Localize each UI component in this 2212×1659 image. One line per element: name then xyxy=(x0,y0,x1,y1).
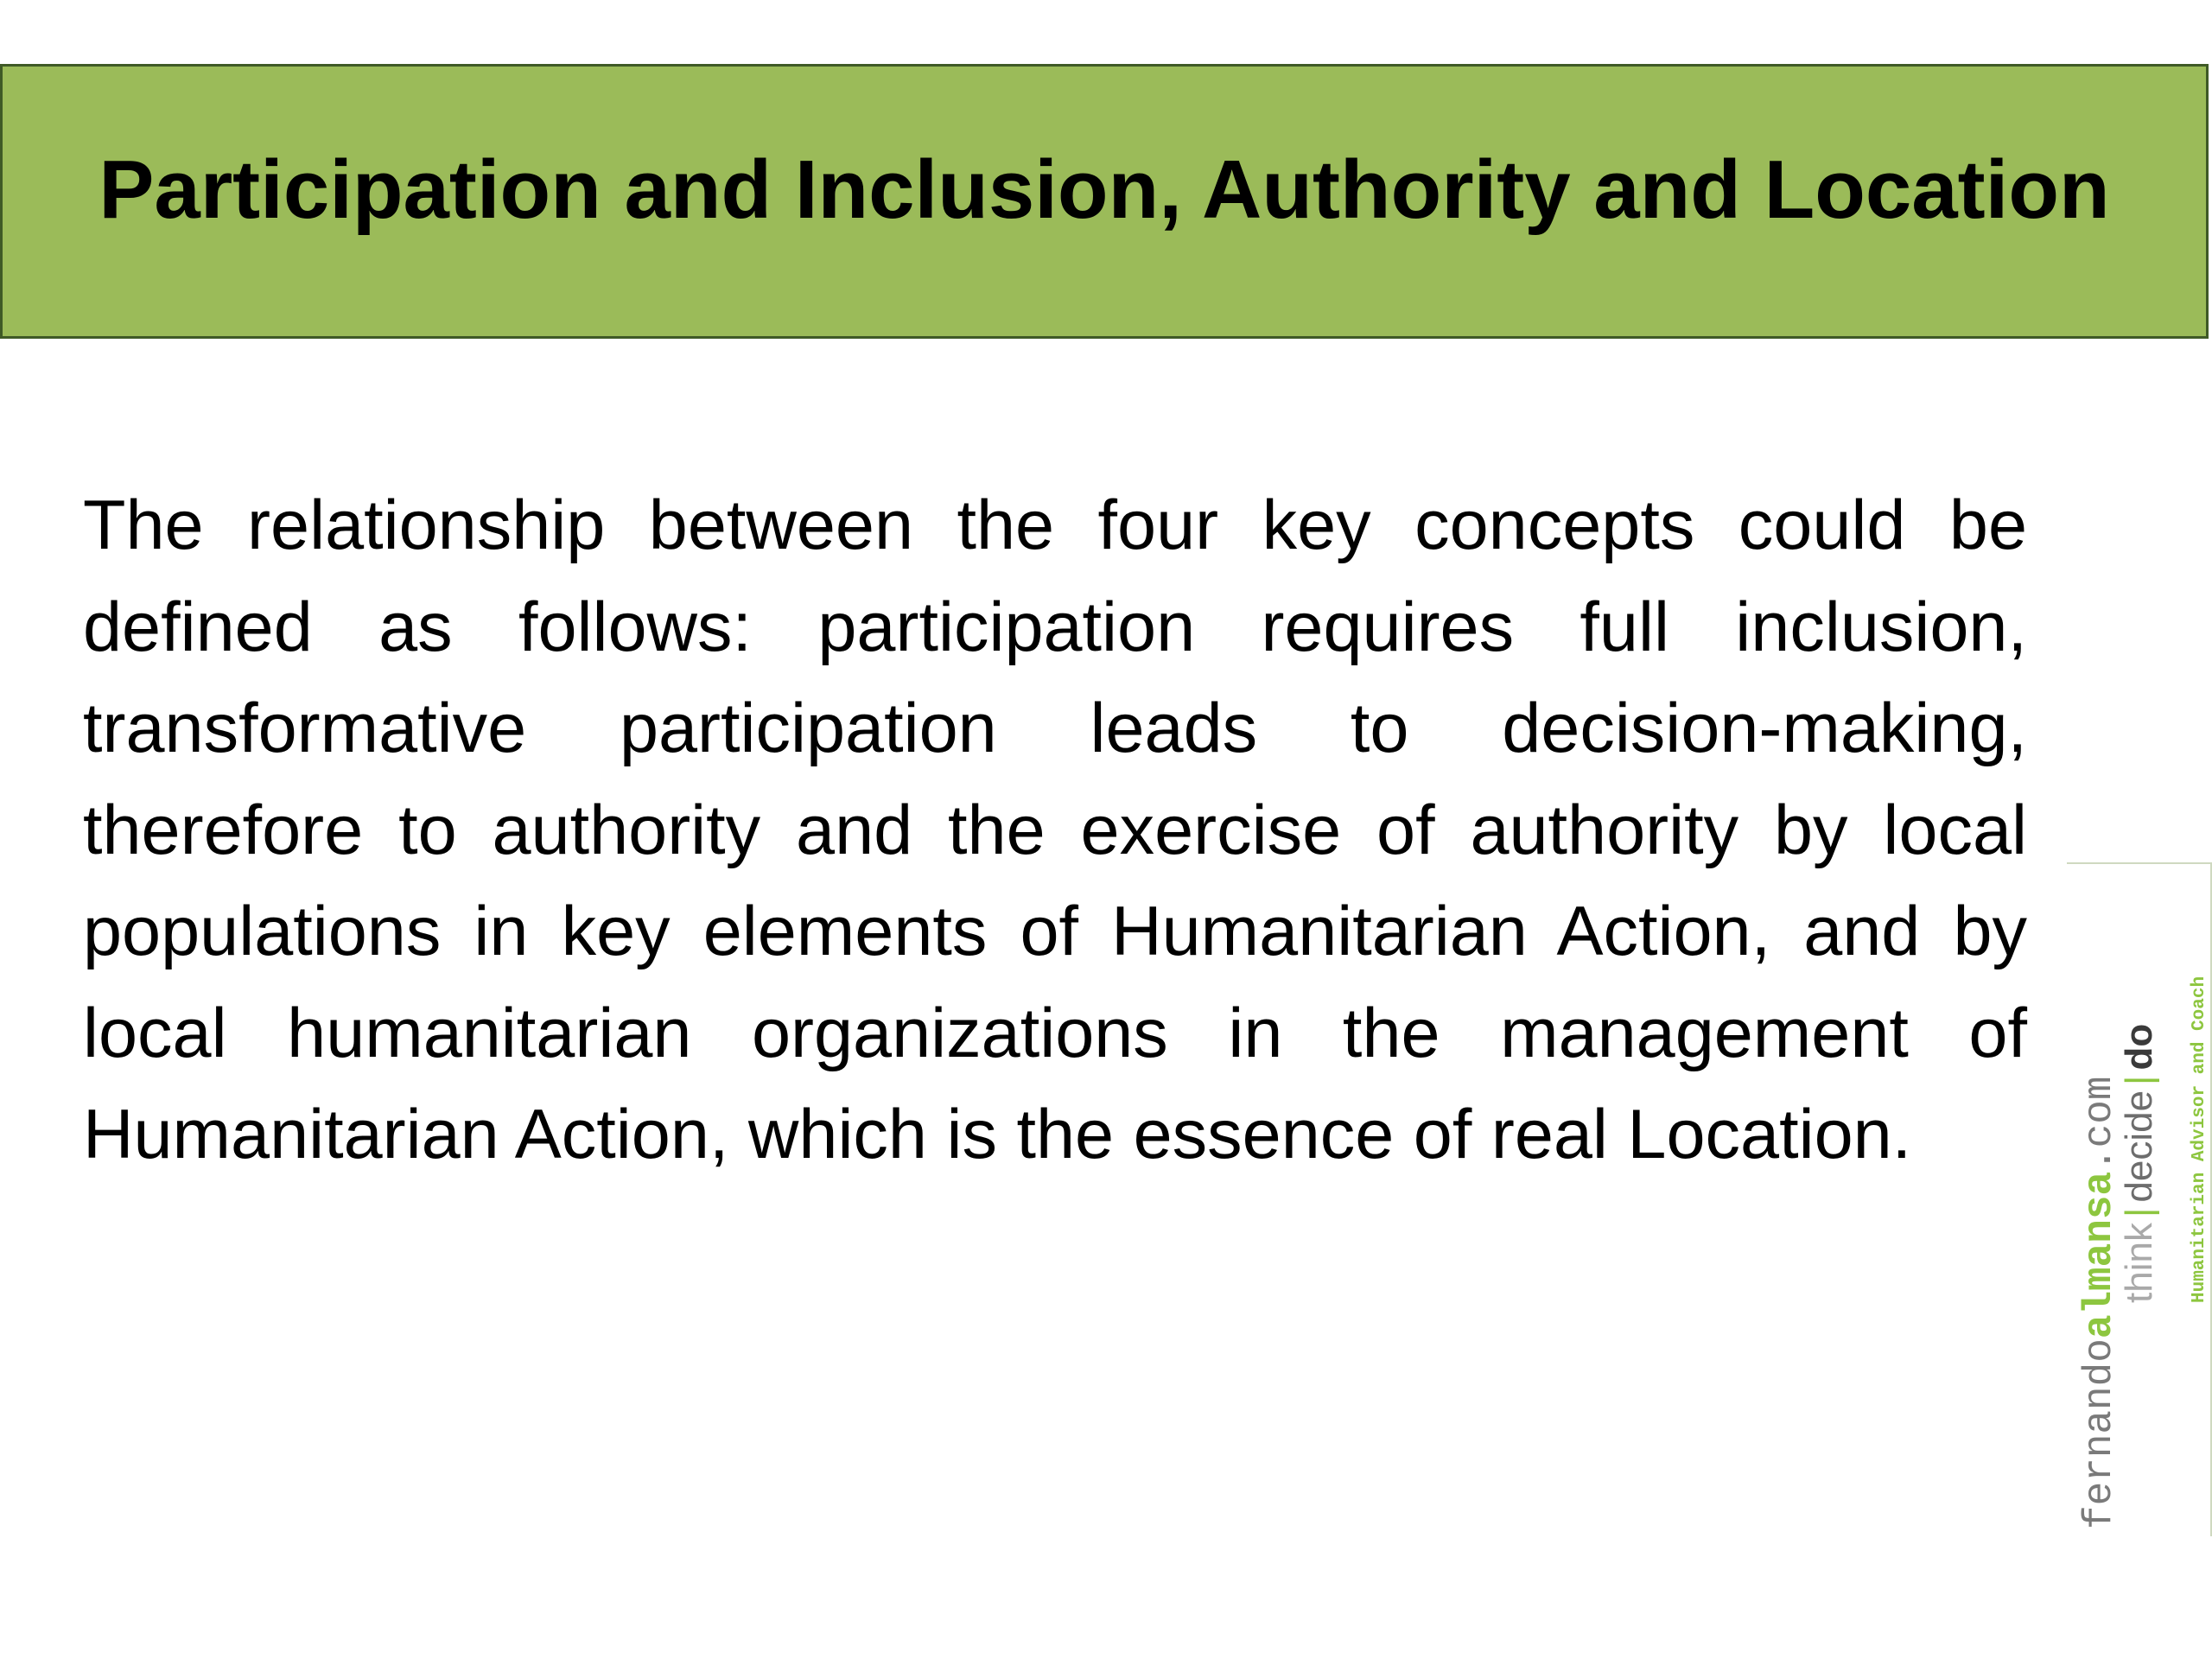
logo-separator-1: | xyxy=(2118,1207,2160,1218)
logo-domain: .com xyxy=(2077,1076,2122,1172)
logo-name-part2: almansa xyxy=(2077,1171,2122,1339)
title-banner xyxy=(0,64,2209,339)
logo-word-decide: decide xyxy=(2118,1090,2160,1203)
logo-name xyxy=(2077,1077,2122,1530)
brand-logo xyxy=(2067,862,2212,1536)
logo-word-think: think xyxy=(2118,1223,2160,1303)
logo-word-do: do xyxy=(2118,1023,2160,1071)
logo-graphic xyxy=(2067,862,2212,1536)
logo-separator-2: | xyxy=(2118,1075,2160,1085)
logo-slogan xyxy=(2118,1024,2160,1303)
slide-body-text: The relationship between the four key concepts could be defined as follows: participation requires full inclusion, transformative participation leads to decision-making, therefore to authority and the exercise of authority by local populations in key elements of Humanitarian Action, and by local humanitarian organizations in the management of Humanitarian Action, which is the essence of real Location. xyxy=(83,486,2027,1173)
slide-title: Participation and Inclusion, Authority and Location xyxy=(99,143,2110,236)
logo-name-part1: fernando xyxy=(2077,1338,2122,1529)
logo-tagline: Humanitarian Advisor and Coach xyxy=(2190,976,2209,1303)
